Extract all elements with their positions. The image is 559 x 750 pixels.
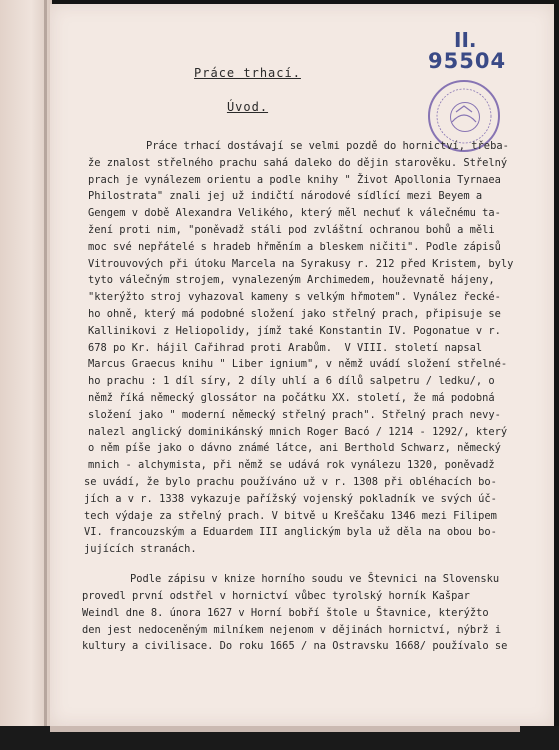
text-line: Philostrata" znali jej už indičtí národové sídlící mezi Beyem a: [88, 190, 483, 203]
text-line: "kterýžto stroj vyhazoval kameny s velkým hřmotem". Vynález řecké-: [88, 291, 501, 304]
text-line: složení jako " moderní německý střelný prach". Střelný prach nevy-: [88, 408, 501, 421]
document-title: Práce trhací.: [194, 66, 301, 80]
text-line: Kallinikovi z Heliopolidy, jímž také Konstantin IV. Pogonatue v r.: [88, 324, 501, 337]
text-line: Weindl dne 8. února 1627 v Horní bobří štole u Štavnice, kterýžto: [82, 606, 489, 619]
text-line: tech výdaje za střelný prach. V bitvě u Kreščaku 1346 mezi Filipem: [84, 509, 497, 522]
text-line: provedl první odstřel v hornictví vůbec tyrolský horník Kašpar: [82, 590, 470, 602]
text-line: se uvádí, že bylo prachu používáno už v r. 1308 při obléhacích bo-: [84, 476, 497, 488]
text-line: 678 po Kr. hájil Cařihrad proti Arabům. V VIII. století napsal: [88, 341, 483, 354]
document-subtitle: Úvod.: [226, 100, 269, 114]
text-line: nalezl anglický dominikánský mnich Roger Bacó / 1214 - 1292/, který: [88, 425, 508, 438]
text-line: že znalost střelného prachu sahá daleko do dějin starověku. Střelný: [88, 156, 508, 169]
text-line: Marcus Graecus knihu " Liber ignium", v němž uvádí složení střelné-: [88, 358, 508, 371]
text-line: moc své nepřátelé s hradeb hřměním a bleskem ničiti". Podle zápisů: [88, 240, 501, 253]
stamp-roman: II.: [454, 28, 477, 52]
text-line: tyto válečným strojem, vynalezeným Archimedem, houževnatě hájeny,: [88, 274, 495, 287]
text-line: prach je vynálezem orientu a podle knihy " Život Apollonia Tyrnaea: [88, 173, 501, 186]
text-line: Vitrouvových při útoku Marcela na Syrakusy r. 212 před Kristem, byly: [88, 257, 514, 270]
text-line: ho ohně, který má podobné složení jako střelný prach, připisuje se: [88, 308, 501, 320]
bottom-paper-edge: [50, 726, 520, 732]
stamp-number: 95504: [428, 49, 507, 73]
text-line: němž říká německý glossátor na počátku XX. století, že má podobná: [88, 392, 495, 404]
text-line: Práce trhací dostávají se velmi pozdě do hornictví, třeba-: [146, 140, 509, 152]
text-line: Podle zápisu v knize horního soudu ve Števnici na Slovensku: [130, 573, 500, 586]
text-line: žení proti nim, "poněvadž stáli pod zvláštní ochranou bohů a měli: [88, 224, 495, 236]
text-line: VI. francouzským a Eduardem III anglickým byla už děla na obou bo-: [84, 526, 497, 539]
text-line: den jest nedoceněným milníkem nejenom v dějinách hornictví, nýbrž i: [82, 623, 502, 636]
text-line: Gengem v době Alexandra Velikého, který měl nechuť k válečnému ta-: [88, 207, 501, 220]
text-line: jích a v r. 1338 vykazuje pařížský vojenský pokladník ve svých úč-: [84, 492, 497, 505]
text-line: jujících stranách.: [84, 543, 197, 556]
text-line: kultury a civilisace. Do roku 1665 / na Ostravsku 1668/ používalo se: [82, 640, 508, 653]
text-line: mnich - alchymista, při němž se udává rok vynálezu 1320, poněvadž: [88, 459, 495, 472]
text-line: ho prachu : 1 díl síry, 2 díly uhlí a 6 dílů salpetru / ledku/, o: [88, 375, 495, 388]
text-line: o něm píše jako o dávno známé látce, ani Berthold Schwarz, německý: [88, 442, 501, 455]
